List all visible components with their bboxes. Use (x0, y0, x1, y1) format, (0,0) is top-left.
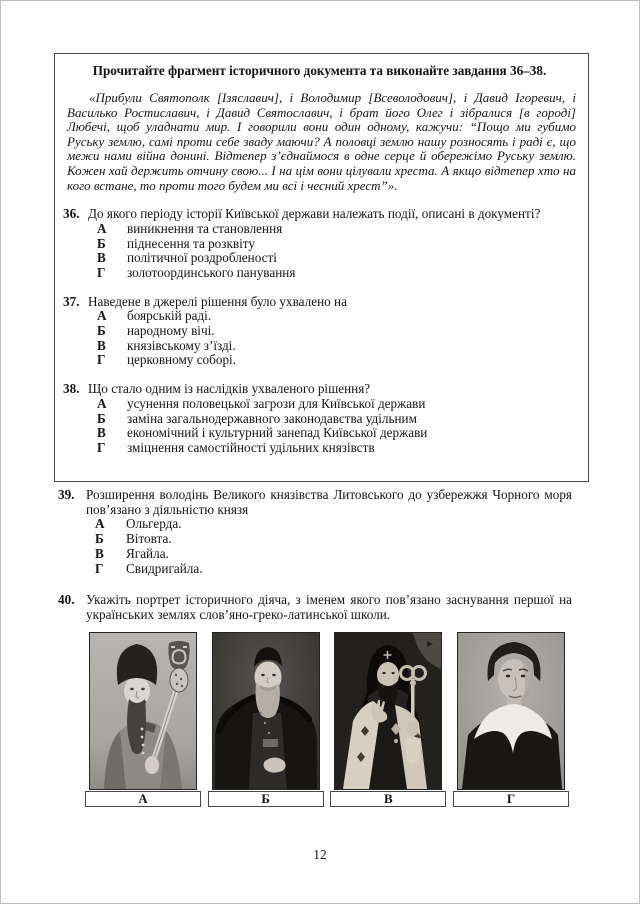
option-letter: А (97, 395, 107, 411)
option-letter: Г (97, 440, 106, 455)
question-38 (63, 382, 576, 456)
option-letter: В (97, 250, 106, 266)
option-letter: Г (97, 264, 106, 280)
question-text: Наведене в джерелі рішення було ухвалено на (88, 293, 347, 309)
portrait-a-image (89, 632, 197, 790)
portrait-g-image (457, 632, 565, 790)
option-letter: А (95, 516, 105, 532)
option-letter: А (97, 308, 107, 324)
question-number: 36. (63, 206, 80, 222)
portrait-option-g (453, 632, 569, 807)
question-number: 40. (58, 592, 75, 607)
q36-option-b (63, 237, 576, 252)
q38-option-b (63, 412, 576, 427)
page-number: 12 (313, 847, 327, 862)
option-letter: Б (97, 410, 106, 426)
portrait-g-label: Г (453, 791, 569, 807)
portrait-v-image (334, 632, 442, 790)
question-40 (58, 593, 572, 622)
option-letter: Г (97, 352, 106, 368)
option-text: виникнення та становлення (127, 220, 283, 236)
option-text: народному вічі. (127, 323, 215, 339)
document-task-box (54, 53, 589, 482)
q36-option-v (63, 251, 576, 266)
option-text: Ягайла. (126, 545, 169, 561)
option-text: зміцнення самостійності удільних князівств (127, 440, 375, 455)
option-text: церковному соборі. (127, 352, 237, 368)
option-text: Вітовта. (126, 531, 172, 547)
q37-option-b (63, 324, 576, 339)
portrait-option-a (85, 632, 201, 807)
option-text: Свидригайла. (126, 560, 203, 576)
portrait-options-row (85, 632, 569, 807)
option-text: Ольгерда. (126, 516, 182, 532)
q39-option-g (58, 562, 572, 577)
option-letter: В (97, 337, 106, 353)
question-text: До якого періоду історії Київської держави належать події, описані в документі? (88, 206, 541, 222)
q39-option-v (58, 547, 572, 562)
option-text: піднесення та розквіту (127, 235, 255, 251)
q37-option-g (63, 353, 576, 368)
q38-option-v (63, 426, 576, 441)
portrait-a-label: А (85, 791, 201, 807)
portrait-option-v (330, 632, 446, 807)
question-number: 37. (63, 293, 80, 309)
question-36 (63, 207, 576, 281)
option-text: золотоординського панування (127, 264, 296, 280)
portrait-option-b (208, 632, 324, 807)
option-text: заміна загальнодержавного законодавства удільним (127, 410, 417, 426)
question-39 (58, 488, 572, 576)
question-number: 38. (63, 381, 80, 397)
option-text: князівському з’їзді. (127, 337, 236, 353)
q37-option-a (63, 309, 576, 324)
option-letter: А (97, 220, 107, 236)
question-number: 39. (58, 487, 75, 502)
option-letter: В (97, 425, 106, 441)
q39-option-a (58, 517, 572, 532)
option-letter: Б (95, 531, 104, 547)
option-text: політичної роздробленості (127, 250, 277, 266)
portrait-b-label: Б (208, 791, 324, 807)
q37-option-v (63, 339, 576, 354)
option-text: боярській раді. (127, 308, 212, 324)
question-text: Укажіть портрет історичного діяча, з іменем якого пов’язано заснування першої на українських землях слов’яно-греко-латинської школи. (86, 592, 572, 622)
question-37 (63, 295, 576, 369)
q36-option-a (63, 222, 576, 237)
option-letter: В (95, 545, 104, 561)
portrait-v-label: В (330, 791, 446, 807)
portrait-b-image (212, 632, 320, 790)
q38-option-a (63, 397, 576, 412)
question-text: Розширення володінь Великого князівства Литовського до узбережжя Чорного моря пов’язано з діяльністю князя (86, 487, 572, 517)
q38-option-g (63, 441, 576, 456)
q36-option-g (63, 266, 576, 281)
q39-option-b (58, 532, 572, 547)
question-text: Що стало одним із наслідків ухваленого рішення? (88, 381, 371, 397)
option-text: економічний і культурний занепад Київської держави (127, 425, 428, 441)
box-instruction: Прочитайте фрагмент історичного документа та виконайте завдання 36–38. (92, 63, 547, 78)
option-text: усунення половецької загрози для Київської держави (127, 395, 426, 411)
option-letter: Г (95, 560, 104, 576)
document-quote: «Прибули Святополк [Ізяславич], і Володимир [Всеволодович], і Давид Ігоревич, і Василько Ростиславич, і Давид Святославич, і брат його Олег і зібралися [в городі] Любечі, щоб уладнати мир. І говорили вони один одному, кажучи: “Пощо ми губимо Руську землю, самі проти себе зваду маючи? А половці землю нашу розносять і раді є, що межи нами війна донині. Відтепер з’єднаймося в одне серце й обережімо Руську землю. Кожен хай держить отчину свою... І на цім вони цілували хреста. А якщо відтепер хто на кого встане, то проти того будем ми всі і чесний хрест”». (67, 90, 576, 193)
option-letter: Б (97, 235, 106, 251)
option-letter: Б (97, 323, 106, 339)
